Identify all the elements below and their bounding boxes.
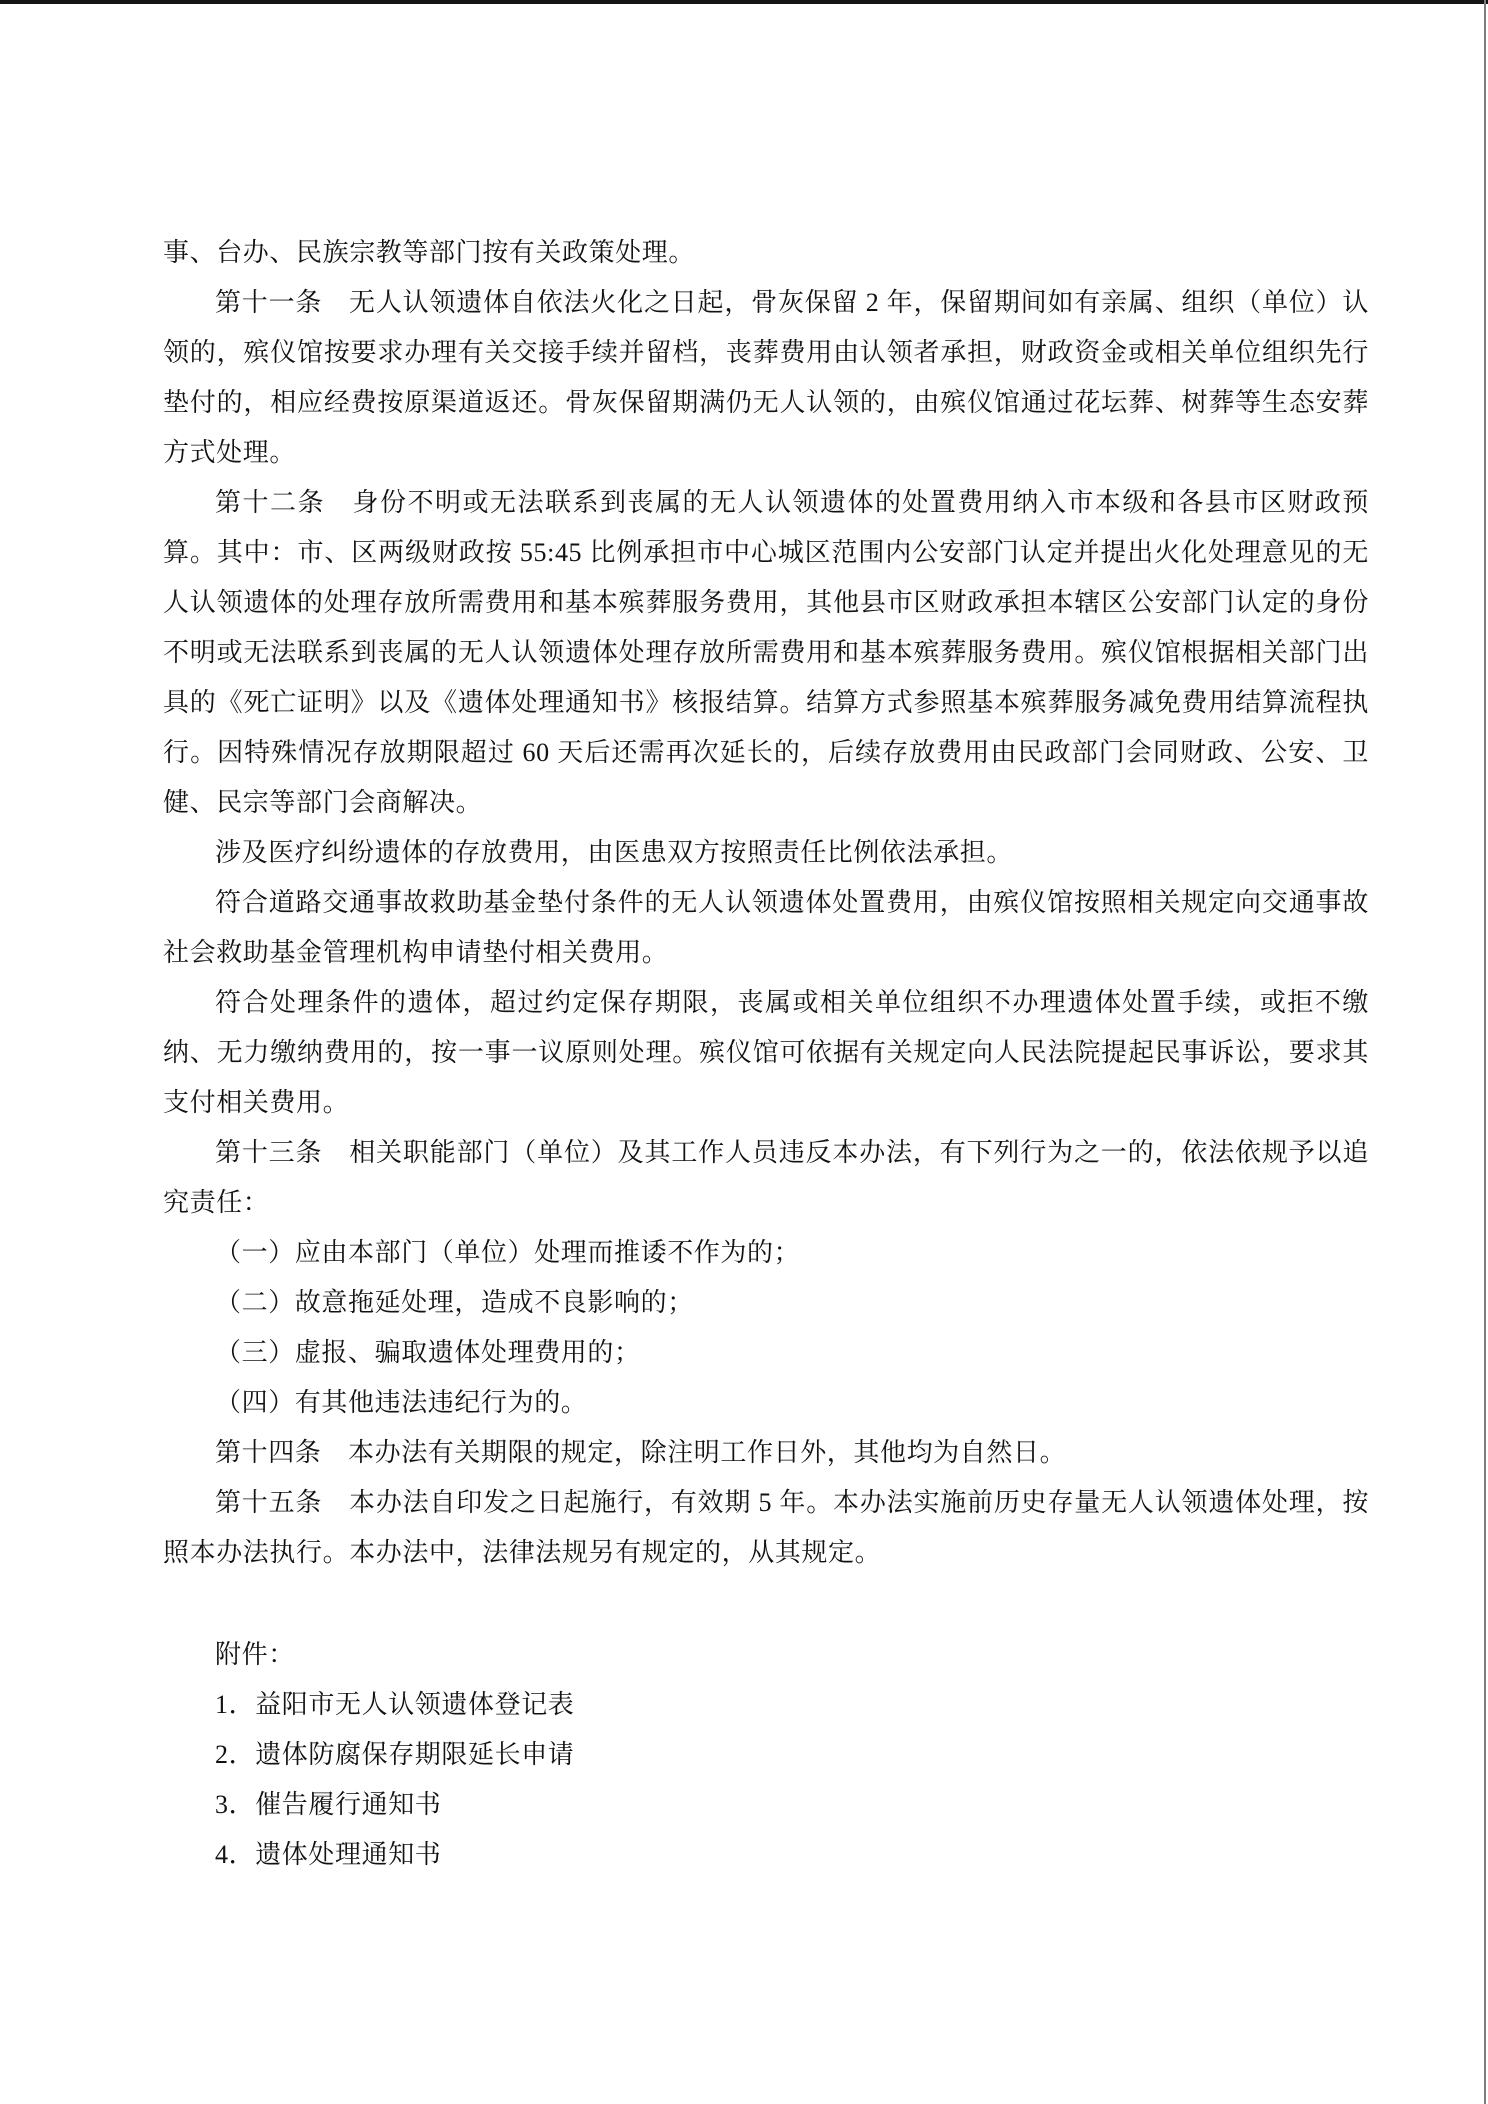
- violation-item-1: （一）应由本部门（单位）处理而推诿不作为的；: [215, 1238, 801, 1267]
- attachment-item-2: 2．遗体防腐保存期限延长申请: [215, 1740, 575, 1769]
- document-body: [163, 228, 1369, 1880]
- violation-item-2: （二）故意拖延处理，造成不良影响的；: [215, 1288, 694, 1317]
- paragraph-article-13: 第十三条 相关职能部门（单位）及其工作人员违反本办法，有下列行为之一的，依法依规予以追究责任：: [163, 1138, 1369, 1217]
- attachments-label: 附件：: [215, 1640, 295, 1669]
- paragraph-traffic-accident-fund: 符合道路交通事故救助基金垫付条件的无人认领遗体处置费用，由殡仪馆按照相关规定向交通事故社会救助基金管理机构申请垫付相关费用。: [163, 888, 1369, 967]
- attachment-item-3: 3．催告履行通知书: [215, 1790, 442, 1819]
- page-right-edge: [1484, 0, 1486, 2104]
- violation-item-3: （三）虚报、骗取遗体处理费用的；: [215, 1338, 641, 1367]
- page-top-edge: [0, 0, 1488, 4]
- paragraph-article-11: 第十一条 无人认领遗体自依法火化之日起，骨灰保留 2 年，保留期间如有亲属、组织（单位）认领的，殡仪馆按要求办理有关交接手续并留档，丧葬费用由认领者承担，财政资金或相关单位组织先行垫付的，相应经费按原渠道返还。骨灰保留期满仍无人认领的，由殡仪馆通过花坛葬、树葬等生态安葬方式处理。: [163, 288, 1369, 467]
- violation-item-4: （四）有其他违法违纪行为的。: [215, 1388, 588, 1417]
- paragraph-article-14: 第十四条 本办法有关期限的规定，除注明工作日外，其他均为自然日。: [215, 1438, 1067, 1467]
- attachment-item-4: 4．遗体处理通知书: [215, 1840, 442, 1869]
- paragraph-article-15: 第十五条 本办法自印发之日起施行，有效期 5 年。本办法实施前历史存量无人认领遗体处理，按照本办法执行。本办法中，法律法规另有规定的，从其规定。: [163, 1488, 1369, 1567]
- paragraph-article-12: 第十二条 身份不明或无法联系到丧属的无人认领遗体的处置费用纳入市本级和各县市区财政预算。其中：市、区两级财政按 55:45 比例承担市中心城区范围内公安部门认定并提出火化处理意见的无人认领遗体的处理存放所需费用和基本殡葬服务费用，其他县市区财政承担本辖区公安部门认定的身份不明或无法联系到丧属的无人认领遗体处理存放所需费用和基本殡葬服务费用。殡仪馆根据相关部门出具的《死亡证明》以及《遗体处理通知书》核报结算。结算方式参照基本殡葬服务减免费用结算流程执行。因特殊情况存放期限超过 60 天后还需再次延长的，后续存放费用由民政部门会同财政、公安、卫健、民宗等部门会商解决。: [163, 488, 1369, 817]
- attachment-item-1: 1．益阳市无人认领遗体登记表: [215, 1690, 575, 1719]
- paragraph-overdue-disposal: 符合处理条件的遗体，超过约定保存期限，丧属或相关单位组织不办理遗体处置手续，或拒不缴纳、无力缴纳费用的，按一事一议原则处理。殡仪馆可依据有关规定向人民法院提起民事诉讼，要求其支付相关费用。: [163, 988, 1369, 1117]
- paragraph-medical-dispute: 涉及医疗纠纷遗体的存放费用，由医患双方按照责任比例依法承担。: [215, 838, 1014, 867]
- paragraph-continuation: 事、台办、民族宗教等部门按有关政策处理。: [163, 238, 696, 267]
